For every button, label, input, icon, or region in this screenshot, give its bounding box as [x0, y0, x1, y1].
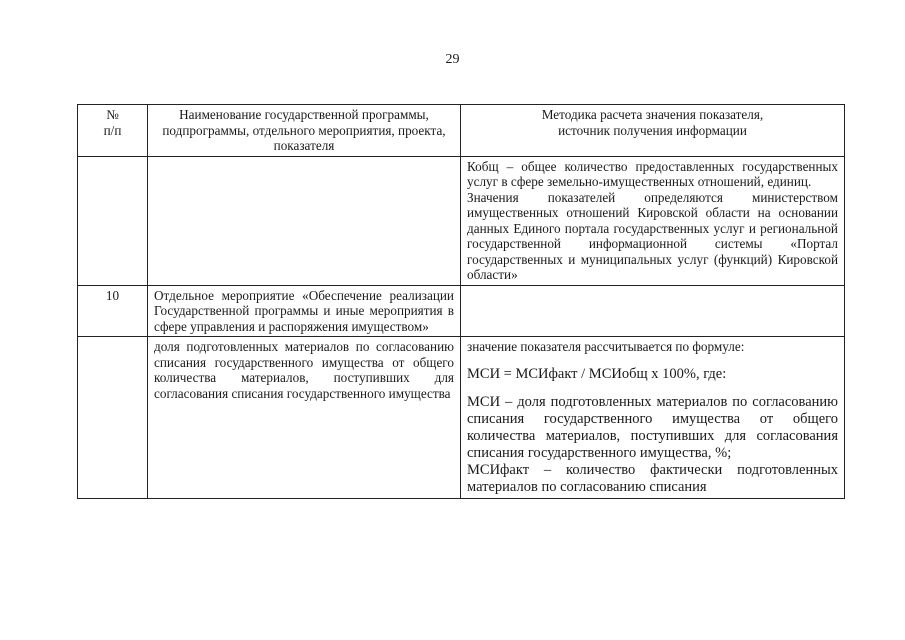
row-method-cell	[461, 337, 845, 499]
row-number-cell	[78, 337, 148, 499]
header-name-cell	[148, 105, 461, 157]
row-method-cell	[461, 285, 845, 337]
row-method-cell	[461, 156, 845, 285]
header-number-label: п/п	[103, 122, 122, 138]
method-definition-kobshch: Кобщ – общее количество предоставленных государственных услуг в сфере земельно-имущественных отношений, единиц.	[467, 158, 838, 189]
method-intro: значение показателя рассчитывается по формуле:	[467, 339, 745, 354]
row-name-cell	[148, 156, 461, 285]
row-number-cell: 10	[78, 285, 148, 337]
header-number-symbol: №	[106, 107, 119, 122]
row-number-cell	[78, 156, 148, 285]
header-method-cell	[461, 105, 845, 157]
header-name-label: Наименование государственной программы, подпрограммы, отдельного мероприятия, проекта, показателя	[162, 107, 446, 153]
method-definition-msi: МСИ – доля подготовленных материалов по согласованию списания государственного имущества от общего количества материалов, поступивших для согласования списания государственного имущества, %;	[467, 394, 838, 461]
indicator-table	[77, 104, 845, 499]
page-number: 29	[445, 52, 460, 67]
method-formula: МСИ = МСИфакт / МСИобщ х 100%, где:	[467, 365, 727, 382]
table-row	[78, 337, 845, 499]
table-row	[78, 285, 845, 337]
header-method-label-line2: источник получения информации	[558, 122, 747, 138]
row-name-cell: доля подготовленных материалов по согласованию списания государственного имущества от общего количества материалов, поступивших для согласования списания государственного имущества	[148, 337, 461, 499]
table-header-row	[78, 105, 845, 157]
method-definition-msi-fact: МСИфакт – количество фактически подготовленных материалов по согласованию списания	[467, 462, 838, 495]
method-data-source: Значения показателей определяются министерством имущественных отношений Кировской области на основании данных Единого портала государственных услуг и региональной государственной информационной системы «Портал государственных и муниципальных услуг (функций) Кировской области»	[467, 189, 838, 282]
row-name-cell: Отдельное мероприятие «Обеспечение реализации Государственной программы и иные мероприятия в сфере управления и распоряжения имуществом»	[148, 285, 461, 337]
header-method-label-line1: Методика расчета значения показателя,	[541, 107, 764, 122]
table-row	[78, 156, 845, 285]
header-number-cell	[78, 105, 148, 157]
